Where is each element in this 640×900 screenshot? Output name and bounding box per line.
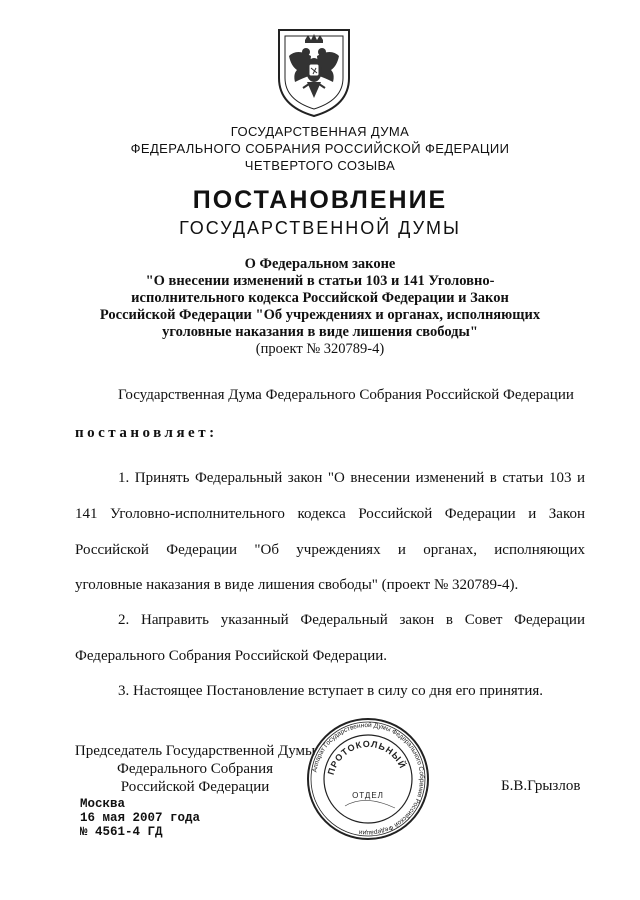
org-line-2: ФЕДЕРАЛЬНОГО СОБРАНИЯ РОССИЙСКОЙ ФЕДЕРАЦИИ xyxy=(130,141,510,156)
org-line-1: ГОСУДАРСТВЕННАЯ ДУМА xyxy=(230,124,410,139)
footer-city: Москва xyxy=(80,797,126,811)
svg-text:ПРОТОКОЛЬНЫЙ: ПРОТОКОЛЬНЫЙ xyxy=(325,738,409,777)
law-title-line-3: исполнительного кодекса Российской Федерации и Закон xyxy=(131,290,509,306)
law-title-line-5: уголовные наказания в виде лишения свободы" xyxy=(162,324,478,340)
law-title-block xyxy=(60,256,580,358)
bill-number: (проект № 320789-4) xyxy=(255,341,385,357)
signatory-name: Б.В.Грызлов xyxy=(501,778,581,794)
decrees-word: постановляет: xyxy=(75,425,218,441)
coat-of-arms-icon xyxy=(275,26,353,118)
position-line-3: Российской Федерации xyxy=(120,779,270,795)
law-title-line-2: "О внесении изменений в статьи 103 и 141 Уголовно- xyxy=(145,273,495,289)
item-1-line-3: Российской Федерации "Об учреждениях и органах, исполняющих xyxy=(75,542,585,558)
law-title-line-1: О Федеральном законе xyxy=(244,256,396,272)
document-subtitle: ГОСУДАРСТВЕННОЙ ДУМЫ xyxy=(179,218,461,238)
footer-number: № 4561-4 ГД xyxy=(80,825,163,839)
footer-date: 16 мая 2007 года xyxy=(80,811,201,825)
law-title-line-4: Российской Федерации "Об учреждениях и органах, исполняющих xyxy=(99,307,541,323)
signatory-position xyxy=(60,742,330,796)
item-1-line-4: уголовные наказания в виде лишения свободы" (проект № 320789-4). xyxy=(75,577,519,593)
svg-text:ОТДЕЛ: ОТДЕЛ xyxy=(352,791,384,800)
preamble: Государственная Дума Федерального Собрания Российской Федерации xyxy=(118,387,574,403)
document-title: ПОСТАНОВЛЕНИЕ xyxy=(192,186,448,214)
org-line-3: ЧЕТВЕРТОГО СОЗЫВА xyxy=(244,158,396,173)
svg-text:Аппарат Государственной Думы Ф: Аппарат Государственной Думы Федерального Собрания Российской Федерации xyxy=(311,721,426,837)
item-2-line-1: 2. Направить указанный Федеральный закон в Совет Федерации xyxy=(118,612,585,628)
position-line-1: Председатель Государственной Думы xyxy=(74,743,316,759)
protocol-department-stamp xyxy=(305,716,431,842)
item-1-line-1: 1. Принять Федеральный закон "О внесении изменений в статьи 103 и xyxy=(118,470,585,486)
position-line-2: Федерального Собрания xyxy=(116,761,274,777)
item-3: 3. Настоящее Постановление вступает в силу со дня его принятия. xyxy=(118,683,544,699)
footer-block xyxy=(80,797,200,839)
item-2-line-2: Федерального Собрания Российской Федерации. xyxy=(75,648,388,664)
item-1-line-2: 141 Уголовно-исполнительного кодекса Российской Федерации и Закон xyxy=(75,506,585,522)
